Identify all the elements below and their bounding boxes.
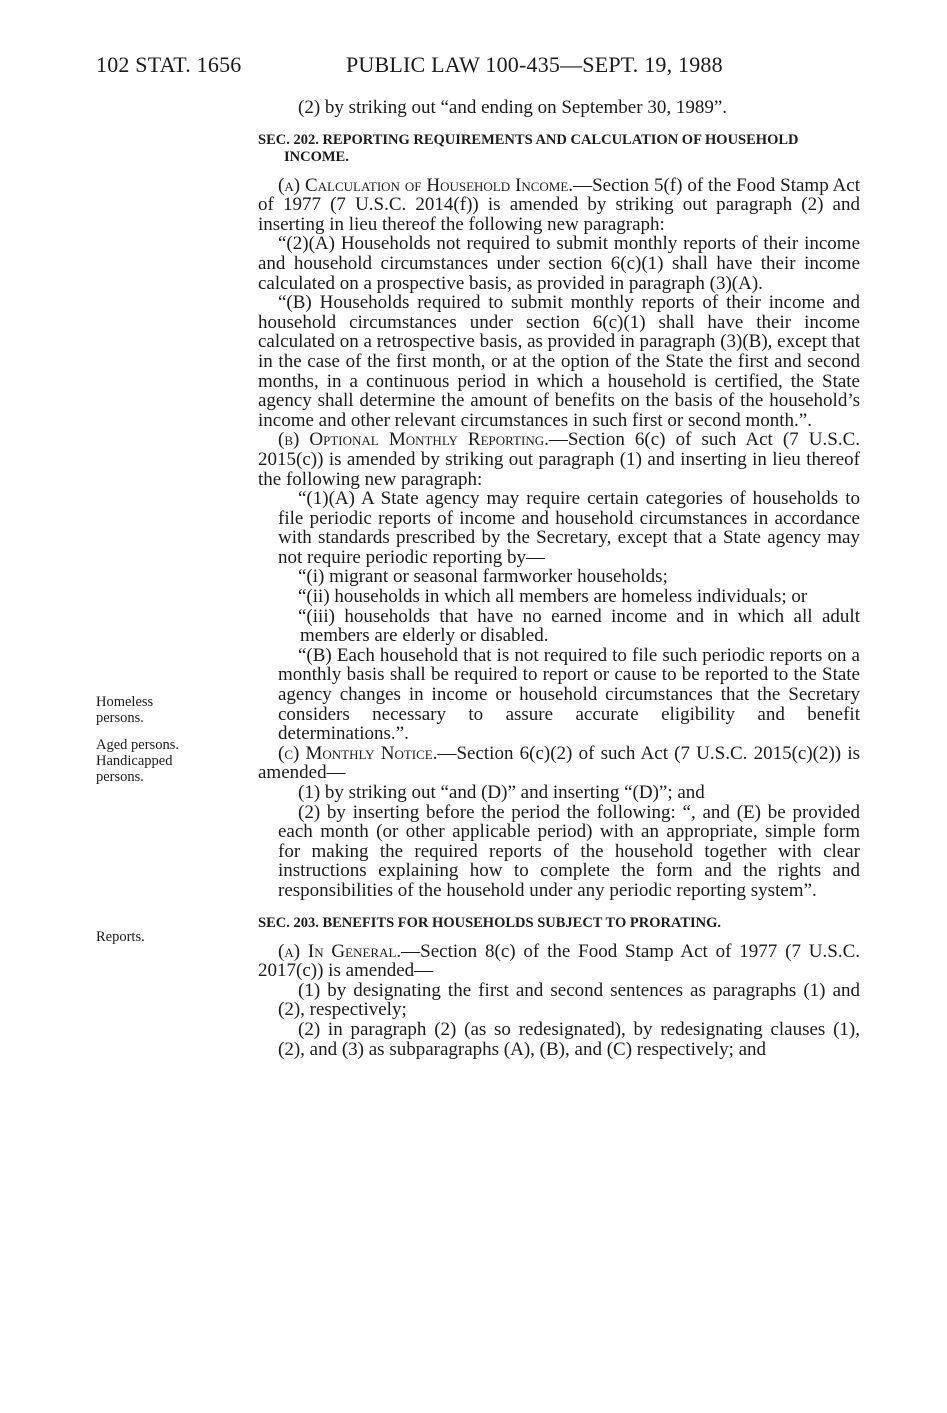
paragraph-2A: “(2)(A) Households not required to submit monthly reports of their income and household circumstances under section 6(c)(1) shall have their income calculated on a prospective basis, as provided in paragraph (3)(A). xyxy=(258,233,860,294)
subsection-c-heading: (c) Monthly Notice. xyxy=(278,742,438,764)
subsection-general xyxy=(258,942,860,981)
paragraph-B-retrospective: “(B) Households required to submit monthly reports of their income and household circumstances under section 6(c)(1) shall have their income calculated on a retrospective basis, as provided in paragraph (3)(B), except that in the case of the first month, or at the option of the State the first and second months, in a continuous period in which a household is certified, the State agency shall determine the amount of benefits on the basis of the household’s income and other relevant circumstances in such first or second month.”. xyxy=(258,292,860,431)
subsection-b xyxy=(258,430,860,489)
subsection-a xyxy=(258,176,860,235)
paragraph-1A: “(1)(A) A State agency may require certain categories of households to file periodic reports of income and household circumstances in accordance with standards prescribed by the Secretary, except that a State agency may not require periodic reporting by— xyxy=(278,488,860,568)
subsection-c-text: —Section 6(c)(2) of such Act (7 U.S.C. 2015(c)(2)) is amended— xyxy=(258,742,860,784)
subsection-c xyxy=(258,744,860,783)
subsection-a-heading: (a) Calculation of Household Income. xyxy=(278,174,574,196)
paragraph-c-2: (2) by inserting before the period the following: “, and (E) be provided each month (or other applicable period) with an appropriate, simple form for making the required reports of the household together with clear instructions explaining how to complete the form and the rights and responsibilities of the household under any periodic reporting system”. xyxy=(278,801,860,901)
margin-note-homeless: Homeless persons. xyxy=(96,694,154,726)
margin-note-aged-handicapped: Aged persons. Handicapped persons. xyxy=(96,737,179,785)
statute-body xyxy=(258,98,860,1059)
section-202-heading: SEC. 202. REPORTING REQUIREMENTS AND CALCULATION OF HOUSEHOLD INCOME. xyxy=(258,131,799,165)
clause-ii: “(ii) households in which all members are homeless individuals; or xyxy=(298,586,808,608)
paragraph-g-2: (2) in paragraph (2) (as so redesignated), by redesignating clauses (1), (2), and (3) as subparagraphs (A), (B), and (C) respectively; and xyxy=(278,1018,860,1060)
paragraph-B-periodic: “(B) Each household that is not required to file such periodic reports on a monthly basis shall be required to report or cause to be reported to the State agency changes in income or household circumstances that the Secretary considers necessary to assure accurate eligibility and benefit determinations.”. xyxy=(278,644,860,745)
clause-iii: “(iii) households that have no earned income and in which all adult members are elderly or disabled. xyxy=(298,605,860,647)
margin-note-reports: Reports. xyxy=(96,929,145,945)
clause-i: “(i) migrant or seasonal farmworker households; xyxy=(298,566,668,588)
subsection-b-heading: (b) Optional Monthly Reporting. xyxy=(278,429,549,451)
section-203-heading: SEC. 203. BENEFITS FOR HOUSEHOLDS SUBJECT TO PRORATING. xyxy=(258,914,722,931)
running-header-title: PUBLIC LAW 100-435—SEPT. 19, 1988 xyxy=(346,52,723,77)
paragraph-g-1: (1) by designating the first and second sentences as paragraphs (1) and (2), respectively; xyxy=(278,979,860,1021)
paragraph-2-striking: (2) by striking out “and ending on September 30, 1989”. xyxy=(298,97,728,118)
stat-page-number: 102 STAT. 1656 xyxy=(96,52,242,77)
subsection-general-heading: (a) In General. xyxy=(278,940,402,962)
subsection-general-text: —Section 8(c) of the Food Stamp Act of 1977 (7 U.S.C. 2017(c)) is amended— xyxy=(258,940,860,982)
subsection-a-text: —Section 5(f) of the Food Stamp Act of 1977 (7 U.S.C. 2014(f)) is amended by striking out paragraph (2) and inserting in lieu thereof the following new paragraph: xyxy=(258,174,860,235)
subsection-b-text: —Section 6(c) of such Act (7 U.S.C. 2015(c)) is amended by striking out paragraph (1) and inserting in lieu thereof the following new paragraph: xyxy=(258,429,860,490)
paragraph-c-1: (1) by striking out “and (D)” and inserting “(D)”; and xyxy=(298,782,705,803)
